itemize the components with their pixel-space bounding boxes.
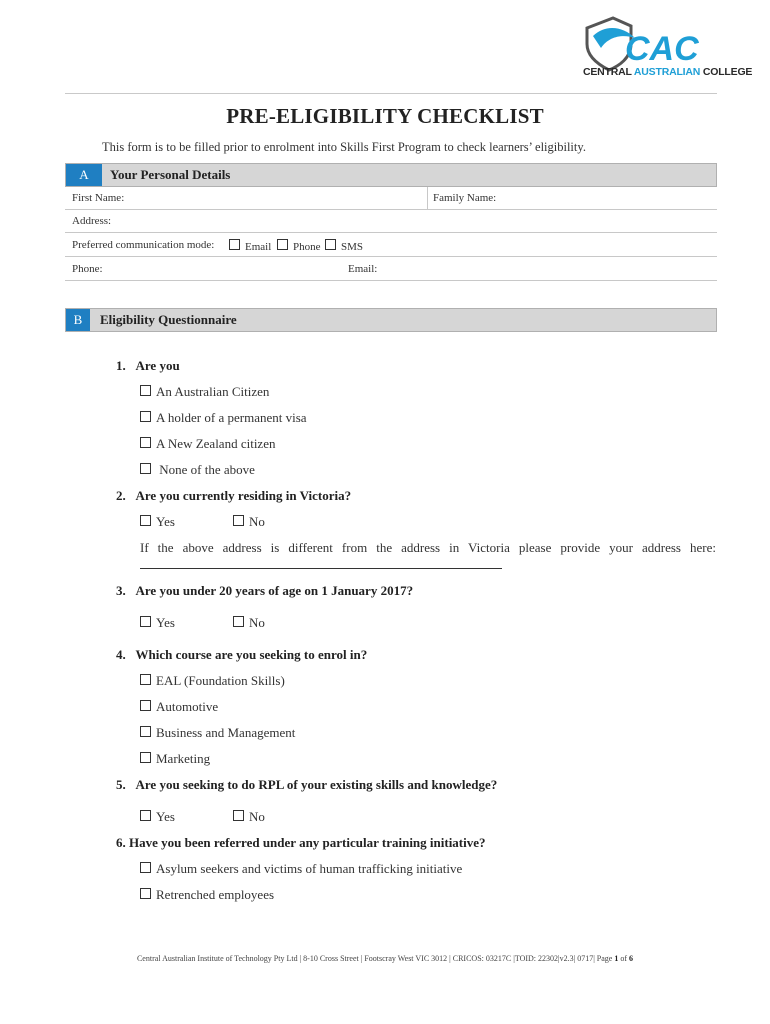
q1-option-3[interactable] (140, 436, 275, 452)
q1-option-1[interactable] (140, 384, 269, 400)
communication-row (65, 234, 717, 257)
comm-option-sms[interactable] (325, 239, 363, 253)
question-6 (116, 835, 486, 851)
q2-address-line[interactable] (140, 568, 502, 569)
section-b-label: Eligibility Questionnaire (100, 312, 237, 327)
checkbox-icon[interactable] (140, 515, 151, 526)
question-4-number: 4. (116, 647, 126, 662)
header-divider (65, 93, 717, 94)
q6-option-2-label: Retrenched employees (156, 887, 275, 902)
section-a-label: Your Personal Details (110, 167, 231, 182)
logo-caption-part2: AUSTRALIAN (633, 66, 701, 78)
footer-page-number: 1 (614, 954, 619, 963)
comm-option-phone-label: Phone (293, 241, 321, 253)
checkbox-icon[interactable] (140, 700, 151, 711)
first-name-label: First Name: (72, 192, 125, 204)
q2-address-note: If the above address is different from the address in Victoria please provide your address here: (140, 540, 716, 555)
checkbox-icon[interactable] (233, 515, 244, 526)
checkbox-icon[interactable] (140, 674, 151, 685)
q4-option-1-label: EAL (Foundation Skills) (156, 673, 285, 688)
q4-option-1[interactable] (140, 673, 285, 689)
comm-option-phone[interactable] (277, 239, 321, 253)
section-a-letter: A (66, 164, 102, 186)
q5-option-yes[interactable] (140, 809, 175, 825)
q3-option-no[interactable] (233, 615, 265, 631)
name-row (65, 187, 717, 210)
question-3-text: Are you under 20 years of age on 1 January 2017? (135, 583, 414, 598)
q3-option-yes-label: Yes (156, 615, 175, 630)
checkbox-icon[interactable] (229, 239, 240, 250)
comm-option-email[interactable] (229, 239, 271, 253)
checkbox-icon[interactable] (140, 411, 151, 422)
section-b-header (65, 308, 717, 332)
section-b-letter: B (66, 309, 90, 331)
checkbox-icon[interactable] (140, 862, 151, 873)
question-1-number: 1. (116, 358, 126, 373)
question-4-text: Which course are you seeking to enrol in? (135, 647, 368, 662)
question-6-text: Have you been referred under any particular training initiative? (129, 835, 486, 850)
q4-option-3[interactable] (140, 725, 295, 741)
contact-row (65, 258, 717, 281)
checkbox-icon[interactable] (140, 437, 151, 448)
checkbox-icon[interactable] (140, 726, 151, 737)
phone-label: Phone: (72, 263, 103, 275)
question-2-number: 2. (116, 488, 126, 503)
q2-option-no[interactable] (233, 514, 265, 530)
question-5-text: Are you seeking to do RPL of your existing skills and knowledge? (135, 777, 498, 792)
footer-of: of (618, 954, 630, 963)
checkbox-icon[interactable] (277, 239, 288, 250)
q5-option-yes-label: Yes (156, 809, 175, 824)
question-6-number: 6. (116, 835, 126, 850)
checkbox-icon[interactable] (233, 616, 244, 627)
question-5-number: 5. (116, 777, 126, 792)
q4-option-4[interactable] (140, 751, 210, 767)
logo-caption (583, 66, 753, 78)
comm-option-email-label: Email (245, 241, 272, 253)
q5-option-no-label: No (249, 809, 265, 824)
checkbox-icon[interactable] (325, 239, 336, 250)
checkbox-icon[interactable] (140, 888, 151, 899)
address-row (65, 210, 717, 233)
question-3-number: 3. (116, 583, 126, 598)
email-label: Email: (348, 263, 378, 275)
question-3 (116, 583, 413, 599)
q1-option-2[interactable] (140, 410, 307, 426)
logo-caption-part1: CENTRAL (583, 66, 634, 78)
q4-option-2-label: Automotive (156, 699, 219, 714)
checkbox-icon[interactable] (140, 616, 151, 627)
q2-option-yes[interactable] (140, 514, 175, 530)
question-5 (116, 777, 497, 793)
checkbox-icon[interactable] (140, 385, 151, 396)
logo-mark: CAC (625, 30, 699, 68)
q2-option-yes-label: Yes (156, 514, 175, 529)
page-title: PRE-ELIGIBILITY CHECKLIST (226, 104, 544, 128)
q5-option-no[interactable] (233, 809, 265, 825)
q1-option-4[interactable] (140, 462, 255, 478)
q2-option-no-label: No (249, 514, 265, 529)
question-2-text: Are you currently residing in Victoria? (135, 488, 352, 503)
q4-option-3-label: Business and Management (156, 725, 296, 740)
q1-option-3-label: A New Zealand citizen (156, 436, 276, 451)
question-1 (116, 358, 180, 374)
checkbox-icon[interactable] (140, 752, 151, 763)
section-a-header (65, 163, 717, 187)
comm-option-sms-label: SMS (341, 241, 364, 253)
q6-option-1-label: Asylum seekers and victims of human trafficking initiative (156, 861, 463, 876)
q3-option-no-label: No (249, 615, 265, 630)
question-1-text: Are you (135, 358, 180, 373)
q1-option-2-label: A holder of a permanent visa (156, 410, 307, 425)
address-label: Address: (72, 215, 112, 227)
q1-option-4-label: None of the above (156, 462, 255, 477)
q6-option-1[interactable] (140, 861, 462, 877)
page-footer (0, 954, 770, 963)
q4-option-4-label: Marketing (156, 751, 211, 766)
intro-text: This form is to be filled prior to enrolment into Skills First Program to check learners’ eligibility. (102, 140, 586, 154)
q3-option-yes[interactable] (140, 615, 175, 631)
question-4 (116, 647, 367, 663)
q6-option-2[interactable] (140, 887, 274, 903)
checkbox-icon[interactable] (140, 463, 151, 474)
footer-text: Central Australian Institute of Technology Pty Ltd | 8-10 Cross Street | Footscray West VIC 3012 | CRICOS: 03217C |TOID: 22302|v2.3| 0717| Page (136, 954, 615, 963)
name-divider (427, 187, 428, 210)
checkbox-icon[interactable] (140, 810, 151, 821)
q1-option-1-label: An Australian Citizen (156, 384, 270, 399)
footer-page-total: 6 (629, 954, 634, 963)
question-2 (116, 488, 351, 504)
comm-mode-label: Preferred communication mode: (72, 239, 215, 251)
family-name-label: Family Name: (433, 192, 497, 204)
logo-caption-part3: COLLEGE (700, 66, 753, 78)
checkbox-icon[interactable] (233, 810, 244, 821)
q4-option-2[interactable] (140, 699, 218, 715)
